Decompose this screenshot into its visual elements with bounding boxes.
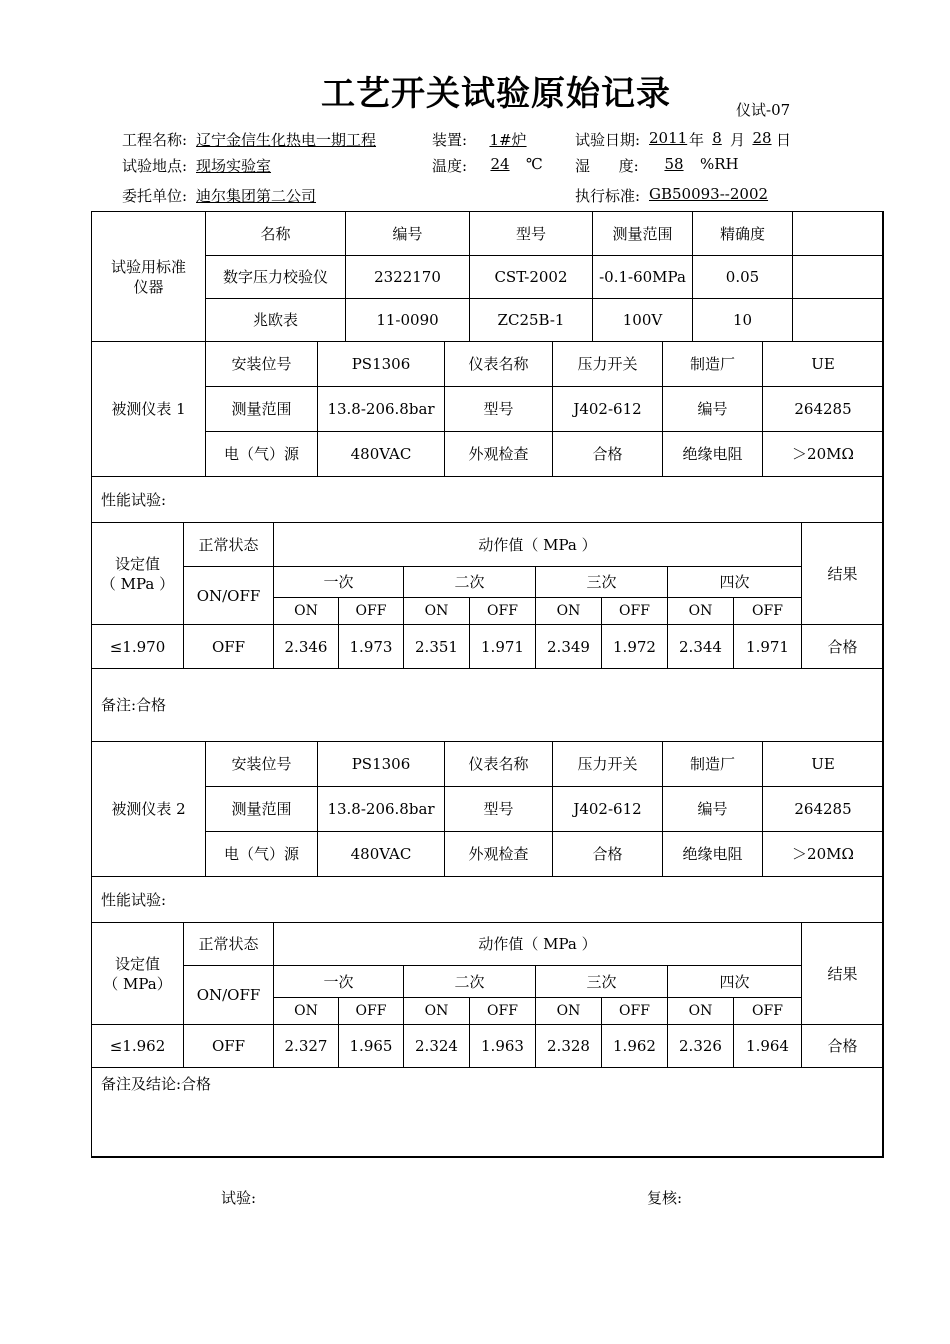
inst2-cell: 编号 bbox=[663, 787, 763, 832]
inst2-cell: 制造厂 bbox=[663, 742, 763, 787]
perf-table-1 bbox=[91, 522, 884, 742]
data-cell: 1.963 bbox=[470, 1025, 536, 1068]
std-header-accuracy: 精确度 bbox=[693, 212, 793, 256]
inst2-cell: UE bbox=[763, 742, 884, 787]
humidity-value: 58 bbox=[664, 155, 684, 173]
onoff-label: ON bbox=[404, 598, 470, 625]
humidity-label: 湿 度: bbox=[575, 157, 639, 175]
onoff-label: OFF bbox=[602, 998, 668, 1025]
std-cell: 2322170 bbox=[346, 256, 470, 299]
result-label-1: 结果 bbox=[802, 523, 884, 625]
onoff-label: ON bbox=[668, 598, 734, 625]
onoff-label: ON bbox=[274, 598, 339, 625]
std-cell: 10 bbox=[693, 299, 793, 342]
month-unit: 月 bbox=[730, 131, 746, 149]
project-label: 工程名称: bbox=[122, 131, 188, 149]
data-cell: 2.326 bbox=[668, 1025, 734, 1068]
inst2-cell: 测量范围 bbox=[206, 787, 318, 832]
data-cell: 1.971 bbox=[470, 625, 536, 669]
normal-onoff-2: ON/OFF bbox=[184, 966, 274, 1025]
set-value-label-1: 设定值 （ MPa ） bbox=[92, 523, 184, 625]
instrument-2-label: 被测仪表 2 bbox=[92, 742, 206, 877]
perf-table-2 bbox=[91, 922, 884, 1158]
inst2-cell: 电（气）源 bbox=[206, 832, 318, 877]
std-header-name: 名称 bbox=[206, 212, 346, 256]
inst1-cell: J402-612 bbox=[553, 387, 663, 432]
time-2: 二次 bbox=[404, 966, 536, 998]
result-label-2: 结果 bbox=[802, 923, 884, 1025]
std-cell: -0.1-60MPa bbox=[593, 256, 693, 299]
inst2-cell: J402-612 bbox=[553, 787, 663, 832]
onoff-label: ON bbox=[536, 598, 602, 625]
time-1: 一次 bbox=[274, 966, 404, 998]
temp-label: 温度: bbox=[432, 157, 468, 175]
std-cell bbox=[793, 256, 884, 299]
inst1-cell: ＞20MΩ bbox=[763, 432, 884, 477]
standard-value: GB50093--2002 bbox=[649, 185, 769, 203]
std-cell: 数字压力校验仪 bbox=[206, 256, 346, 299]
onoff-label: ON bbox=[404, 998, 470, 1025]
test-date-label: 试验日期: bbox=[575, 131, 641, 149]
set-value-label-2: 设定值 （ MPa） bbox=[92, 923, 184, 1025]
inst1-cell: 测量范围 bbox=[206, 387, 318, 432]
data-cell: 2.328 bbox=[536, 1025, 602, 1068]
form-code: 仪试-07 bbox=[736, 101, 791, 119]
instrument-1-label: 被测仪表 1 bbox=[92, 342, 206, 477]
std-header-blank bbox=[793, 212, 884, 256]
action-value-label-2: 动作值（ MPa ） bbox=[274, 923, 802, 966]
inst1-cell: 型号 bbox=[445, 387, 553, 432]
action-value-label-1: 动作值（ MPa ） bbox=[274, 523, 802, 567]
remark-1: 备注:合格 bbox=[92, 669, 884, 742]
inst1-cell: 电（气）源 bbox=[206, 432, 318, 477]
data-cell: 1.972 bbox=[602, 625, 668, 669]
data-cell: 2.344 bbox=[668, 625, 734, 669]
client-label: 委托单位: bbox=[122, 187, 188, 205]
humidity-unit: %RH bbox=[700, 155, 739, 173]
perf-test-label-2: 性能试验: bbox=[92, 877, 884, 923]
data-cell: ≤1.970 bbox=[92, 625, 184, 669]
onoff-label: OFF bbox=[470, 598, 536, 625]
test-month: 8 bbox=[712, 129, 722, 147]
inst1-cell: 外观检查 bbox=[445, 432, 553, 477]
inst2-cell: 外观检查 bbox=[445, 832, 553, 877]
time-2: 二次 bbox=[404, 567, 536, 598]
inst2-cell: 安装位号 bbox=[206, 742, 318, 787]
inst1-cell: 仪表名称 bbox=[445, 342, 553, 387]
data-cell: OFF bbox=[184, 625, 274, 669]
data-cell: 2.346 bbox=[274, 625, 339, 669]
inst1-cell: PS1306 bbox=[318, 342, 445, 387]
time-4: 四次 bbox=[668, 966, 802, 998]
time-3: 三次 bbox=[536, 966, 668, 998]
inst2-cell: 480VAC bbox=[318, 832, 445, 877]
onoff-label: OFF bbox=[470, 998, 536, 1025]
reviewer-label: 复核: bbox=[647, 1189, 683, 1207]
data-cell: ≤1.962 bbox=[92, 1025, 184, 1068]
std-cell: 100V bbox=[593, 299, 693, 342]
std-instrument-table bbox=[91, 211, 884, 342]
location-label: 试验地点: bbox=[122, 157, 188, 175]
onoff-label: OFF bbox=[602, 598, 668, 625]
inst1-cell: 压力开关 bbox=[553, 342, 663, 387]
data-cell: 1.965 bbox=[339, 1025, 404, 1068]
client-value: 迪尔集团第二公司 bbox=[196, 187, 317, 205]
inst1-cell: 编号 bbox=[663, 387, 763, 432]
inst1-cell: 安装位号 bbox=[206, 342, 318, 387]
page-title: 工艺开关试验原始记录 bbox=[321, 74, 671, 114]
data-cell: 1.971 bbox=[734, 625, 802, 669]
inst2-cell: ＞20MΩ bbox=[763, 832, 884, 877]
std-cell bbox=[793, 299, 884, 342]
data-cell: 2.349 bbox=[536, 625, 602, 669]
perf-test-label-1: 性能试验: bbox=[92, 477, 884, 523]
device-value: 1#炉 bbox=[489, 131, 527, 149]
std-cell: 0.05 bbox=[693, 256, 793, 299]
onoff-label: OFF bbox=[339, 598, 404, 625]
data-cell: 2.327 bbox=[274, 1025, 339, 1068]
time-4: 四次 bbox=[668, 567, 802, 598]
std-header-model: 型号 bbox=[470, 212, 593, 256]
std-header-number: 编号 bbox=[346, 212, 470, 256]
test-day: 28 bbox=[752, 129, 772, 147]
inst1-cell: 绝缘电阻 bbox=[663, 432, 763, 477]
normal-state-label-2: 正常状态 bbox=[184, 923, 274, 966]
test-year: 2011 bbox=[649, 129, 688, 147]
std-header-range: 测量范围 bbox=[593, 212, 693, 256]
day-unit: 日 bbox=[776, 131, 792, 149]
inst2-cell: 264285 bbox=[763, 787, 884, 832]
data-cell: 2.324 bbox=[404, 1025, 470, 1068]
inst1-cell: UE bbox=[763, 342, 884, 387]
inst2-cell: 仪表名称 bbox=[445, 742, 553, 787]
inst2-cell: PS1306 bbox=[318, 742, 445, 787]
remark-conclusion: 备注及结论:合格 bbox=[92, 1068, 884, 1158]
time-3: 三次 bbox=[536, 567, 668, 598]
data-cell: OFF bbox=[184, 1025, 274, 1068]
tester-label: 试验: bbox=[221, 1189, 257, 1207]
instrument-2-table bbox=[91, 741, 884, 923]
year-unit: 年 bbox=[689, 131, 705, 149]
onoff-label: OFF bbox=[339, 998, 404, 1025]
inst2-cell: 压力开关 bbox=[553, 742, 663, 787]
data-cell: 合格 bbox=[802, 1025, 884, 1068]
data-cell: 2.351 bbox=[404, 625, 470, 669]
data-cell: 1.962 bbox=[602, 1025, 668, 1068]
location-value: 现场实验室 bbox=[196, 157, 272, 175]
inst2-cell: 型号 bbox=[445, 787, 553, 832]
std-cell: 11-0090 bbox=[346, 299, 470, 342]
standard-label: 执行标准: bbox=[575, 187, 641, 205]
inst1-cell: 264285 bbox=[763, 387, 884, 432]
temp-unit: ℃ bbox=[526, 155, 543, 173]
instrument-1-table bbox=[91, 341, 884, 523]
device-label: 装置: bbox=[432, 131, 468, 149]
inst1-cell: 合格 bbox=[553, 432, 663, 477]
inst1-cell: 制造厂 bbox=[663, 342, 763, 387]
onoff-label: OFF bbox=[734, 598, 802, 625]
std-cell: ZC25B-1 bbox=[470, 299, 593, 342]
inst2-cell: 绝缘电阻 bbox=[663, 832, 763, 877]
data-cell: 合格 bbox=[802, 625, 884, 669]
inst2-cell: 合格 bbox=[553, 832, 663, 877]
onoff-label: ON bbox=[536, 998, 602, 1025]
data-cell: 1.964 bbox=[734, 1025, 802, 1068]
onoff-label: ON bbox=[668, 998, 734, 1025]
normal-state-label-1: 正常状态 bbox=[184, 523, 274, 567]
std-cell: CST-2002 bbox=[470, 256, 593, 299]
inst1-cell: 13.8-206.8bar bbox=[318, 387, 445, 432]
inst1-cell: 480VAC bbox=[318, 432, 445, 477]
onoff-label: ON bbox=[274, 998, 339, 1025]
inst2-cell: 13.8-206.8bar bbox=[318, 787, 445, 832]
std-instrument-label: 试验用标准仪器 bbox=[92, 212, 206, 342]
normal-onoff-1: ON/OFF bbox=[184, 567, 274, 625]
project-value: 辽宁金信生化热电一期工程 bbox=[196, 131, 377, 149]
data-cell: 1.973 bbox=[339, 625, 404, 669]
time-1: 一次 bbox=[274, 567, 404, 598]
onoff-label: OFF bbox=[734, 998, 802, 1025]
temp-value: 24 bbox=[490, 155, 510, 173]
std-cell: 兆欧表 bbox=[206, 299, 346, 342]
